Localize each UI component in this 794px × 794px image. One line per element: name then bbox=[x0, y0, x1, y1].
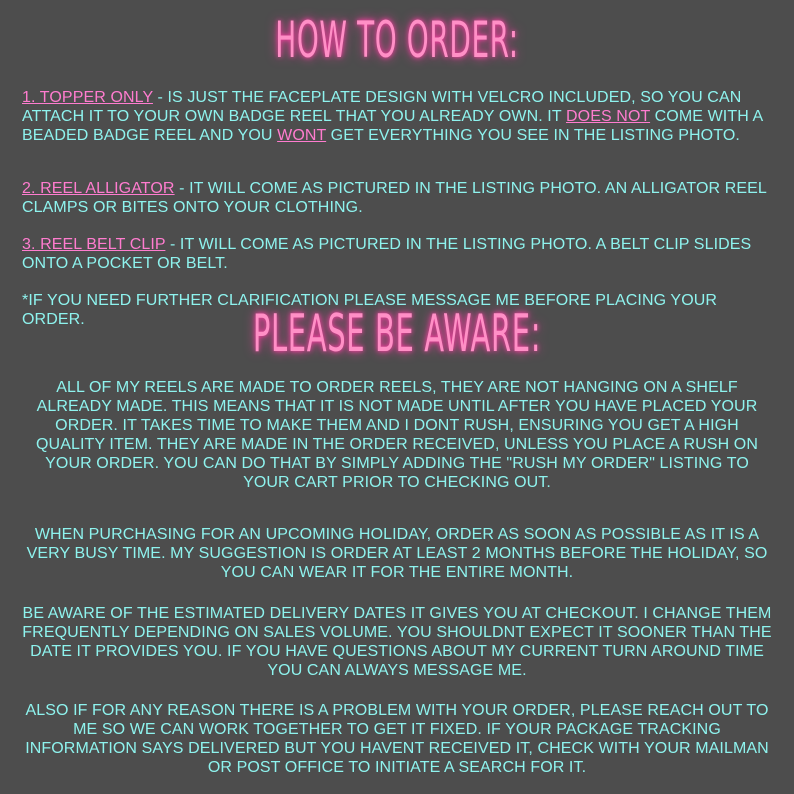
option-topper-only-emphasis-does-not: DOES NOT bbox=[566, 108, 651, 125]
how-to-order-heading: HOW TO ORDER: bbox=[275, 11, 519, 69]
option-reel-alligator bbox=[22, 179, 774, 217]
option-topper-only-text-c: GET EVERYTHING YOU SEE IN THE LISTING PHOTO. bbox=[326, 127, 740, 144]
clarification-note: *IF YOU NEED FURTHER CLARIFICATION PLEASE MESSAGE ME BEFORE PLACING YOUR ORDER. bbox=[22, 292, 718, 328]
aware-paragraph-delivery-dates: BE AWARE OF THE ESTIMATED DELIVERY DATES IT GIVES YOU AT CHECKOUT. I CHANGE THEM FREQUENTLY DEPENDING ON SALES VOLUME. YOU SHOULDNT EXPECT IT SOONER THAN THE DATE IT PROVIDES YOU. IF YOU HAVE QUESTIONS ABOUT MY CURRENT TURN AROUND TIME YOU CAN ALWAYS MESSAGE ME. bbox=[22, 605, 772, 679]
aware-paragraph-problems: ALSO IF FOR ANY REASON THERE IS A PROBLEM WITH YOUR ORDER, PLEASE REACH OUT TO ME SO WE CAN WORK TOGETHER TO GET IT FIXED. IF YOUR PACKAGE TRACKING INFORMATION SAYS DELIVERED BUT YOU HAVENT RECEIVED IT, CHECK WITH YOUR MAILMAN OR POST OFFICE TO INITIATE A SEARCH FOR IT. bbox=[25, 702, 769, 776]
option-reel-belt-clip bbox=[22, 235, 774, 273]
option-reel-alligator-label: 2. REEL ALLIGATOR bbox=[22, 180, 175, 197]
option-reel-belt-clip-text: - IT WILL COME AS PICTURED IN THE LISTING PHOTO. A BELT CLIP SLIDES ONTO A POCKET OR BELT. bbox=[22, 236, 752, 272]
option-reel-alligator-text: - IT WILL COME AS PICTURED IN THE LISTING PHOTO. AN ALLIGATOR REEL CLAMPS OR BITES ONTO YOUR CLOTHING. bbox=[22, 180, 767, 216]
option-reel-belt-clip-label: 3. REEL BELT CLIP bbox=[22, 236, 166, 253]
aware-paragraph-holiday: WHEN PURCHASING FOR AN UPCOMING HOLIDAY, ORDER AS SOON AS POSSIBLE AS IT IS A VERY BUSY TIME. MY SUGGESTION IS ORDER AT LEAST 2 MONTHS BEFORE THE HOLIDAY, SO YOU CAN WEAR IT FOR THE ENTIRE MONTH. bbox=[26, 526, 768, 581]
option-topper-only-label: 1. TOPPER ONLY bbox=[22, 89, 153, 106]
option-topper-only bbox=[22, 88, 774, 145]
option-topper-only-text-b: COME WITH A BEADED BADGE REEL AND YOU bbox=[22, 108, 763, 144]
aware-paragraph-made-to-order: ALL OF MY REELS ARE MADE TO ORDER REELS, THEY ARE NOT HANGING ON A SHELF ALREADY MADE. THIS MEANS THAT IT IS NOT MADE UNTIL AFTER YOU HAVE PLACED YOUR ORDER. IT TAKES TIME TO MAKE THEM AND I DONT RUSH, ENSURING YOU GET A HIGH QUALITY ITEM. THEY ARE MADE IN THE ORDER RECEIVED, UNLESS YOU PLACE A RUSH ON YOUR ORDER. YOU CAN DO THAT BY SIMPLY ADDING THE "RUSH MY ORDER" LISTING TO YOUR CART PRIOR TO CHECKING OUT. bbox=[36, 379, 758, 491]
option-topper-only-emphasis-wont: WONT bbox=[277, 127, 327, 144]
option-topper-only-text-a: - IS JUST THE FACEPLATE DESIGN WITH VELCRO INCLUDED, SO YOU CAN ATTACH IT TO YOUR OWN BADGE REEL THAT YOU ALREADY OWN. IT bbox=[22, 89, 742, 125]
please-be-aware-heading: PLEASE BE AWARE: bbox=[252, 304, 542, 364]
